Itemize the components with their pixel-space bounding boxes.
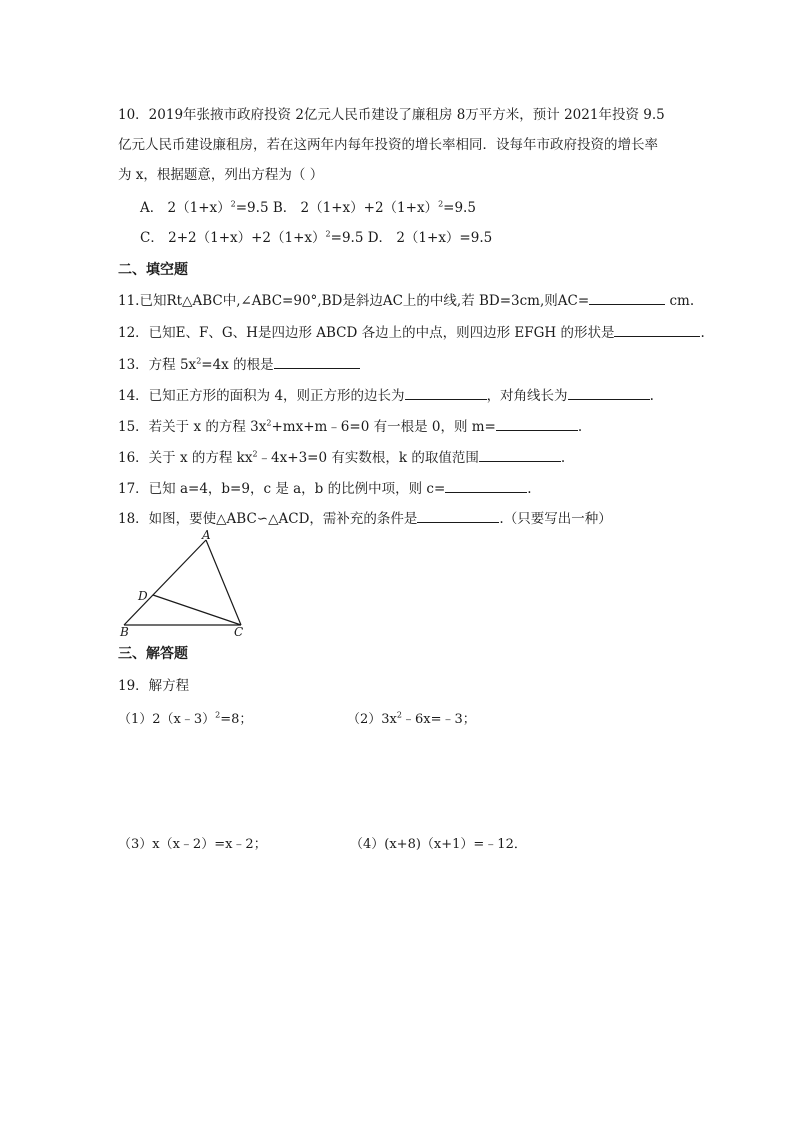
q10-options-cd: [140, 229, 492, 247]
q19-part-2-pre: （2）3x: [347, 712, 397, 727]
q11-text: 11.已知Rt△ABC中,∠ABC=90°,BD是斜边AC上的中线,若 BD=3cm,则AC=: [118, 293, 590, 309]
answer-blank[interactable]: [479, 447, 561, 462]
q16-end: .: [560, 450, 566, 466]
q19-part-3: （3）x（x﹣2）=x﹣2；: [118, 837, 267, 852]
q15-text-post: +mx+m﹣6=0 有一根是 0，则 m=: [271, 419, 496, 435]
answer-blank[interactable]: [496, 416, 578, 431]
q15-text-pre: 15．若关于 x 的方程 3x: [118, 419, 267, 435]
question-18: [118, 508, 612, 528]
segment-cd: [153, 595, 241, 625]
section-heading-solve: 三、解答题: [118, 646, 188, 662]
exponent: 2: [252, 449, 258, 459]
exponent: 2: [325, 229, 331, 239]
question-17: [118, 478, 532, 498]
q19-part-1-post: =8；: [220, 712, 253, 727]
exponent: 2: [396, 710, 402, 720]
q14-text-mid: ，对角线长为: [486, 388, 568, 404]
q10-line-3: 为 x，根据题意，列出方程为（ ）: [118, 167, 324, 183]
q19-part-1-pre: （1）2（x﹣3）: [118, 712, 216, 727]
q14-text-pre: 14．已知正方形的面积为 4，则正方形的边长为: [118, 388, 405, 404]
q10-line-2: 亿元人民币建设廉租房，若在这两年内每年投资的增长率相同．设每年市政府投资的增长率: [118, 137, 658, 153]
q19-part-1: [118, 708, 252, 727]
answer-blank[interactable]: [274, 354, 360, 369]
q14-end: .: [649, 388, 654, 404]
q18-text: 18．如图，要使△ABC∽△ACD，需补充的条件是: [118, 511, 418, 527]
q19-part-4: （4）(x+8)（x+1）=﹣12．: [350, 837, 527, 852]
triangle-figure: [112, 528, 262, 643]
q16-text-pre: 16．关于 x 的方程 kx: [118, 450, 253, 466]
q10-options-ab: [140, 199, 476, 217]
q19-part-2-post: ﹣6x=﹣3；: [401, 712, 476, 727]
answer-blank-diagonal[interactable]: [568, 385, 650, 400]
exponent: 2: [196, 356, 202, 366]
question-11: [118, 290, 694, 310]
q10-option-d: =9.5 D． 2（1+x）=9.5: [330, 230, 493, 246]
q17-end: .: [527, 481, 532, 497]
answer-blank-side[interactable]: [405, 385, 487, 400]
vertex-label-c: C: [234, 625, 244, 639]
answer-blank[interactable]: [445, 478, 527, 493]
vertex-label-d: D: [138, 589, 148, 603]
q10-line-1: 10．2019年张掖市政府投资 2亿元人民币建设了廉租房 8万平方米，预计 2021年投资 9.5: [118, 107, 665, 123]
q15-end: .: [577, 419, 583, 435]
q13-text-post: =4x 的根是: [201, 357, 274, 373]
side-ac: [206, 540, 241, 625]
exponent: 2: [230, 199, 236, 209]
q12-end: .: [700, 325, 705, 341]
q13-text-pre: 13．方程 5x: [118, 357, 197, 373]
q17-text: 17．已知 a=4，b=9，c 是 a，b 的比例中项，则 c=: [118, 481, 446, 497]
q10-option-a: A． 2（1+x）: [140, 200, 231, 216]
q16-text-post: ﹣4x+3=0 有实数根，k 的取值范围: [257, 450, 479, 466]
exponent: 2: [438, 199, 444, 209]
question-15: [118, 416, 582, 436]
q10-option-c: C． 2+2（1+x）+2（1+x）: [140, 230, 326, 246]
vertex-label-b: B: [120, 625, 129, 639]
q10-option-b: =9.5 B． 2（1+x）+2（1+x）: [235, 200, 439, 216]
q12-text: 12．已知E、F、G、H是四边形 ABCD 各边上的中点，则四边形 EFGH 的形状是: [118, 325, 615, 341]
section-heading-fill-in: 二、填空题: [118, 262, 188, 278]
question-16: [118, 447, 565, 467]
question-12: [118, 322, 705, 342]
side-ab: [124, 540, 206, 625]
q19-part-2: [347, 708, 476, 727]
q19-title: 19．解方程: [118, 678, 190, 694]
answer-blank[interactable]: [614, 322, 700, 337]
exponent: 2: [266, 418, 272, 428]
vertex-label-a: A: [202, 528, 211, 542]
exponent: 2: [215, 710, 221, 720]
question-14: [118, 385, 654, 405]
answer-blank[interactable]: [417, 508, 499, 523]
question-13: [118, 354, 360, 374]
q11-unit: cm.: [665, 293, 695, 309]
q10-option-b-end: =9.5: [443, 200, 476, 216]
answer-blank[interactable]: [589, 290, 665, 305]
q18-end: .（只要写出一种）: [499, 511, 612, 527]
